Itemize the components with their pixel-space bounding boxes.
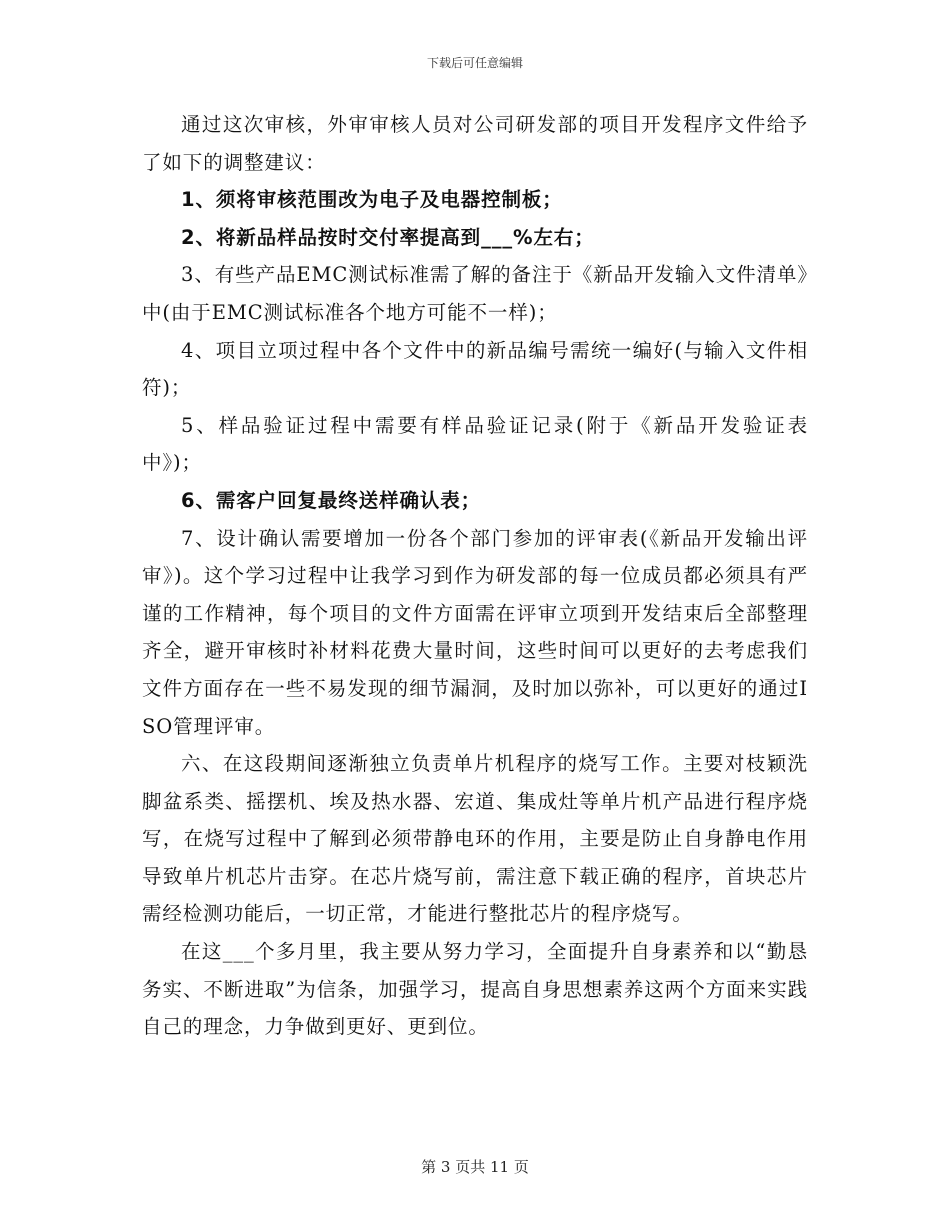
paragraph-item-1: 1、须将审核范围改为电子及电器控制板； bbox=[181, 188, 563, 212]
paragraph-item-3: 3、有些产品EMC测试标准需了解的备注于《新品开发输入文件清单》中(由于EMC测试标准各个地方可能不一样)； bbox=[142, 263, 808, 324]
paragraph-section-six: 六、在这段期间逐渐独立负责单片机程序的烧写工作。主要对枝颖洗脚盆系类、摇摆机、埃及热水器、宏道、集成灶等单片机产品进行程序烧写，在烧写过程中了解到必须带静电环的作用，主要是防止自身静电作用导致单片机芯片击穿。在芯片烧写前，需注意下载正确的程序，首块芯片需经检测功能后，一切正常，才能进行整批芯片的程序烧写。 bbox=[142, 752, 808, 926]
page-header-note: 下载后可任意编辑 bbox=[426, 56, 523, 70]
paragraph-item-5: 5、样品验证过程中需要有样品验证记录(附于《新品开发验证表中》)； bbox=[142, 413, 808, 475]
paragraph-item-7: 7、设计确认需要增加一份各个部门参加的评审表(《新品开发输出评审》)。这个学习过程中让我学习到作为研发部的每一位成员都必须具有严谨的工作精神，每个项目的文件方面需在评审立项到开发结束后全部整理齐全，避开审核时补材料花费大量时间，这些时间可以更好的去考虑我们文件方面存在一些不易发现的细节漏洞，及时加以弥补，可以更好的通过ISO管理评审。 bbox=[142, 526, 808, 738]
paragraph-intro: 通过这次审核，外审审核人员对公司研发部的项目开发程序文件给予了如下的调整建议： bbox=[142, 113, 808, 174]
paragraph-item-4: 4、项目立项过程中各个文件中的新品编号需统一编好(与输入文件相符)； bbox=[142, 338, 808, 400]
paragraph-item-6: 6、需客户回复最终送样确认表； bbox=[181, 488, 482, 512]
paragraph-summary: 在这___个多月里，我主要从努力学习，全面提升自身素养和以“勤恳务实、不断进取”为信条，加强学习，提高自身思想素养这两个方面来实践自己的理念，力争做到更好、更到位。 bbox=[142, 940, 808, 1039]
paragraph-item-2: 2、将新品样品按时交付率提高到___%左右； bbox=[181, 225, 595, 249]
page-number-footer: 第 3 页共 11 页 bbox=[421, 1158, 529, 1176]
document-body bbox=[142, 106, 808, 1046]
